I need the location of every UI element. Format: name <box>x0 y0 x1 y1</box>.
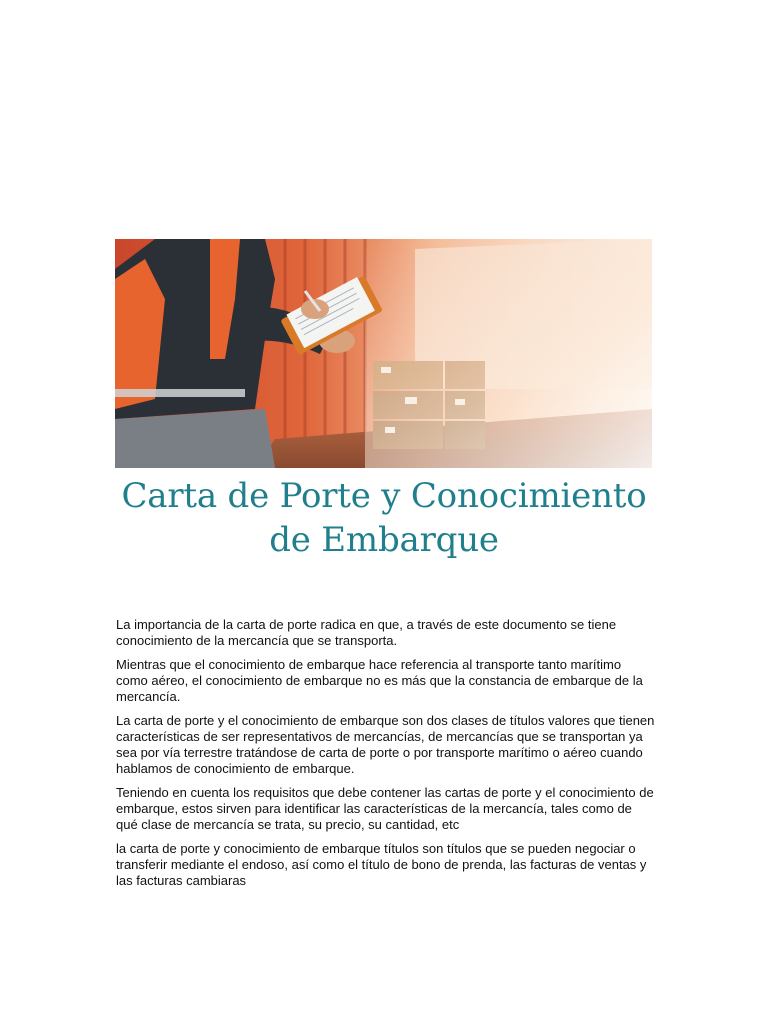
document-body <box>116 617 656 897</box>
paragraph-2: Mientras que el conocimiento de embarque hace referencia al transporte tanto marítimo como aéreo, el conocimiento de embarque no es más que la constancia de embarque de la mercancía. <box>116 657 643 704</box>
paragraph-3: La carta de porte y el conocimiento de embarque son dos clases de títulos valores que tienen características de ser representativos de mercancías, de mercancías que se transportan ya sea por vía terrestre tratándose de carta de porte o por transporte marítimo o aéreo cuando hablamos de conocimiento de embarque. <box>116 713 655 776</box>
paragraph-1: La importancia de la carta de porte radica en que, a través de este documento se tiene conocimiento de la mercancía que se transporta. <box>116 617 617 648</box>
paragraph-5: la carta de porte y conocimiento de embarque títulos son títulos que se pueden negociar o transferir mediante el endoso, así como el título de bono de prenda, las facturas de ventas y las facturas cambiaras <box>116 841 647 888</box>
document-title: Carta de Porte y Conocimiento de Embarque <box>121 476 647 560</box>
paragraph-4: Teniendo en cuenta los requisitos que debe contener las cartas de porte y el conocimiento de embarque, estos sirven para identificar las características de la mercancía, tales como de qué clase de mercancía se trata, su precio, su cantidad, etc <box>116 785 654 832</box>
hero-image-worker-with-clipboard-and-cargo <box>115 239 652 468</box>
